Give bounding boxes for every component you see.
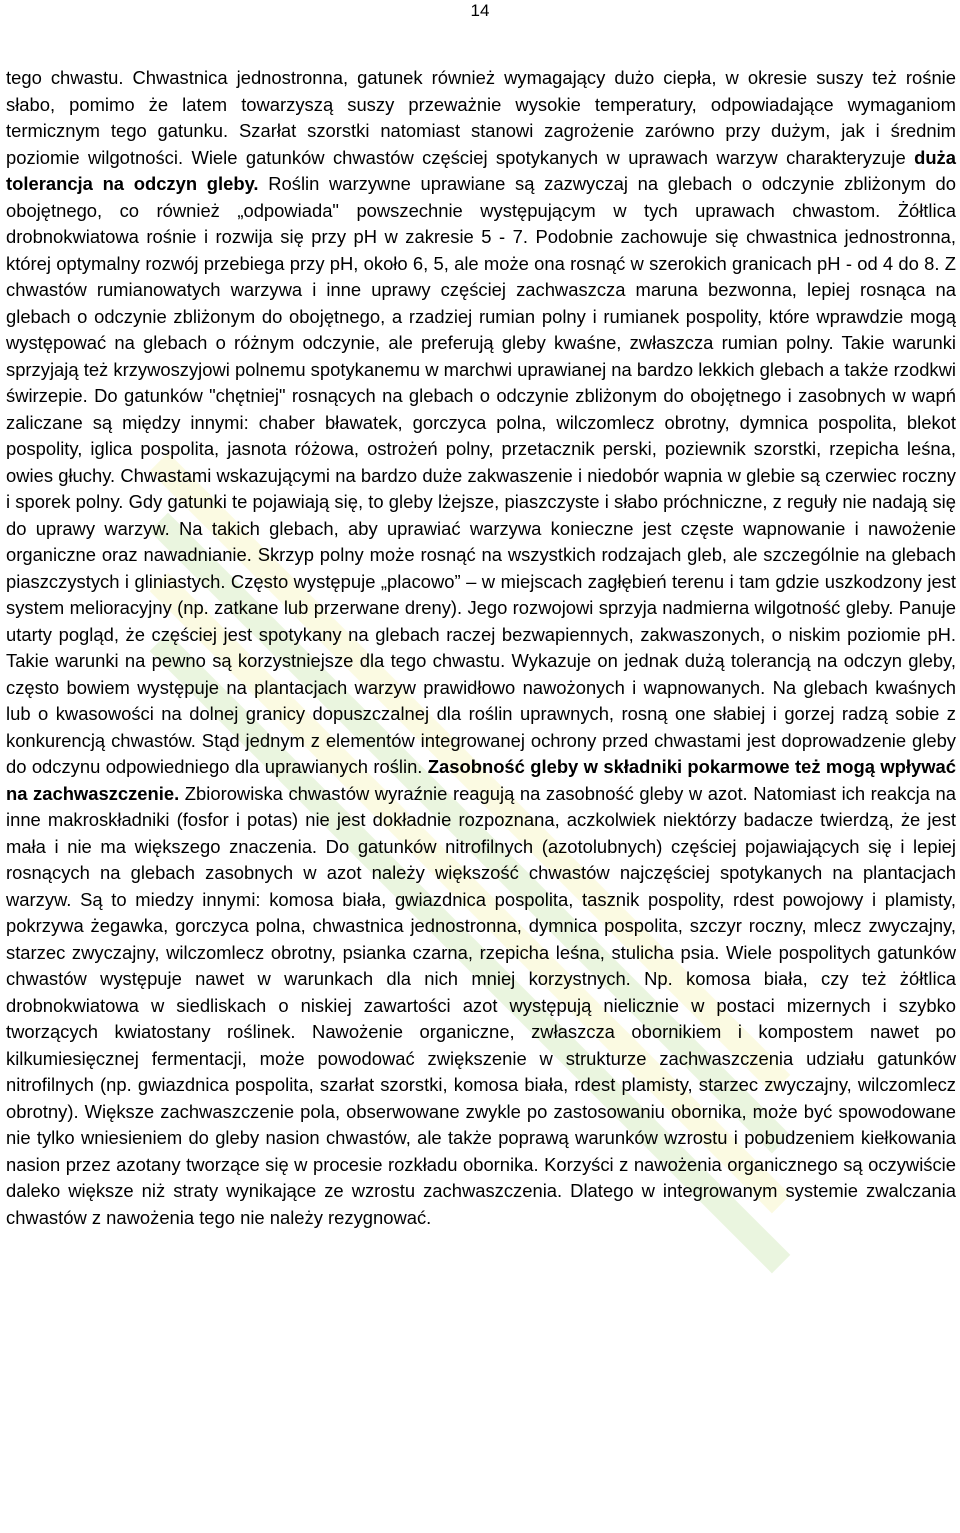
text-segment: Zbiorowiska chwastów wyraźnie reagują na zasobność gleby w azot. Natomiast ich reakcja na inne makroskładniki (fosfor i potas) nie jest dokładnie rozpoznana, aczkolwiek niektórzy badacze twierdzą, że jest mała i nie ma większego znaczenia. Do gatunków nitrofilnych (azotolubnych) częściej pojawiających się i lepiej rosnących na glebach zasobnych w azot należy większość chwastów najczęściej spotykanych na plantacjach warzyw. Są to miedzy innymi: komosa biała, gwiazdnica pospolita, tasznik pospolity, rdest powojowy i plamisty, pokrzywa żegawka, gorczyca polna, chwastnica jednostronna, dymnica pospolita, szczyr roczny, mlecz zwyczajny, starzec zwyczajny, wilczomlecz obrotny, psianka czarna, rzepicha leśna, stulicha psia. Wiele pospolitych gatunków chwastów występuje nawet w warunkach dla nich mniej korzystnych. Np. komosa biała, czy też żółtlica drobnokwiatowa w siedliskach o niskiej zawartości azot występują nielicznie w postaci mizernych i szybko tworzących kwiatostany roślinek. Nawożenie organiczne, zwłaszcza obornikiem i kompostem nawet po kilkumiesięcznej fermentacji, może powodować zwiększenie w strukturze zachwaszczenia udziału gatunków nitrofilnych (np. gwiazdnica pospolita, szarłat szorstki, komosa biała, rdest plamisty, starzec zwyczajny, wilczomlecz obrotny). Większe zachwaszczenie pola, obserwowane zwykle po zastosowaniu obornika, może być spowodowane nie tylko wniesieniem do gleby nasion chwastów, ale także poprawą warunków wzrostu i pobudzeniem kiełkowania nasion przez azotany tworzące się w procesie rozkładu obornika. Korzyści z nawożenia organicznego są oczywiście daleko większe niż straty wynikające ze wzrostu zachwaszczenia. Dlatego w integrowanym systemie zwalczania chwastów z nawożenia tego nie należy rezygnować.	[6, 782, 956, 1228]
body-paragraph	[6, 65, 956, 1231]
bold-text-segment: duża tolerancja na odczyn gleby.	[6, 146, 956, 194]
page-number: 14	[470, 1, 490, 20]
bold-text-segment: Zasobność gleby w składniki pokarmowe też mogą wpływać na zachwaszczenie.	[6, 756, 956, 804]
text-segment: Roślin warzywne uprawiane są zazwyczaj na glebach o odczynie zbliżonym do obojętnego, co również „odpowiada" powszechnie występującym w tych uprawach chwastom. Żółtlica drobnokwiatowa rośnie i rozwija się przy pH w zakresie 5 - 7. Podobnie zachowuje się chwastnica jednostronna, której optymalny rozwój przebiega przy pH, około 6, 5, ale może ona rosnąć w szerokich granicach pH - od 4 do 8. Z chwastów rumianowatych warzywa i inne uprawy częściej zachwaszcza maruna bezwonna, lepiej rosnąca na glebach o odczynie zbliżonym do obojętnego, a rzadziej rumian polny i rumianek pospolity, które wprawdzie mogą występować na glebach o różnym odczynie, ale preferują gleby kwaśne, zwłaszcza rumian polny. Takie warunki sprzyjają też krzywoszyjowi polnemu spotykanemu w marchwi uprawianej na bardzo lekkich glebach a także rzodkwi świrzepie. Do gatunków "chętniej" rosnących na glebach o odczynie zbliżonym do obojętnego i zasobnych w wapń zaliczane są między innymi: chaber bławatek, gorczyca polna, wilczomlecz obrotny, dymnica pospolita, blekot pospolity, iglica pospolita, jasnota różowa, ostrożeń polny, przetacznik perski, poziewnik szorstki, rzepicha leśna, owies głuchy. Chwastami wskazującymi na bardzo duże zakwaszenie i niedobór wapnia w glebie są czerwiec roczny i sporek polny. Gdy gatunki te pojawiają się, to gleby lżejsze, piaszczyste i słabo próchniczne, z reguły nie nadają się do uprawy warzyw. Na takich glebach, aby uprawiać warzywa konieczne jest częste wapnowanie i nawożenie organiczne oraz nawadnianie. Skrzyp polny może rosnąć na wszystkich rodzajach gleb, ale szczególnie na glebach piaszczystych i gliniastych. Często występuje „placowo” – w miejscach zagłębień terenu i tam gdzie uszkodzony jest system melioracyjny (np. zatkane lub przerwane dreny). Jego rozwojowi sprzyja nadmierna wilgotność gleby. Panuje utarty pogląd, że częściej jest spotykany na glebach raczej bezwapiennych, zakwaszonych, o niskim poziomie pH. Takie warunki na pewno są korzystniejsze dla tego chwastu. Wykazuje on jednak dużą tolerancją na odczyn gleby, często bowiem występuje na plantacjach warzyw prawidłowo nawożonych i wapnowanych. Na glebach kwaśnych lub o kwasowości na dolnej granicy dopuszczalnej dla roślin uprawnych, rosną one słabiej i gorzej radzą sobie z konkurencją chwastów. Stąd jednym z elementów integrowanej ochrony przed chwastami jest doprowadzenie gleby do odczynu odpowiedniego dla uprawianych roślin.	[6, 173, 956, 777]
text-segment: tego chwastu. Chwastnica jednostronna, gatunek również wymagający dużo ciepła, w okresie suszy też rośnie słabo, pomimo że latem towarzyszą suszy przeważnie wysokie temperatury, odpowiadające wymaganiom termicznym tego gatunku. Szarłat szorstki natomiast stanowi zagrożenie zarówno przy dużym, jak i średnim poziomie wilgotności. Wiele gatunków chwastów częściej spotykanych w uprawach warzyw charakteryzuje	[6, 67, 956, 168]
